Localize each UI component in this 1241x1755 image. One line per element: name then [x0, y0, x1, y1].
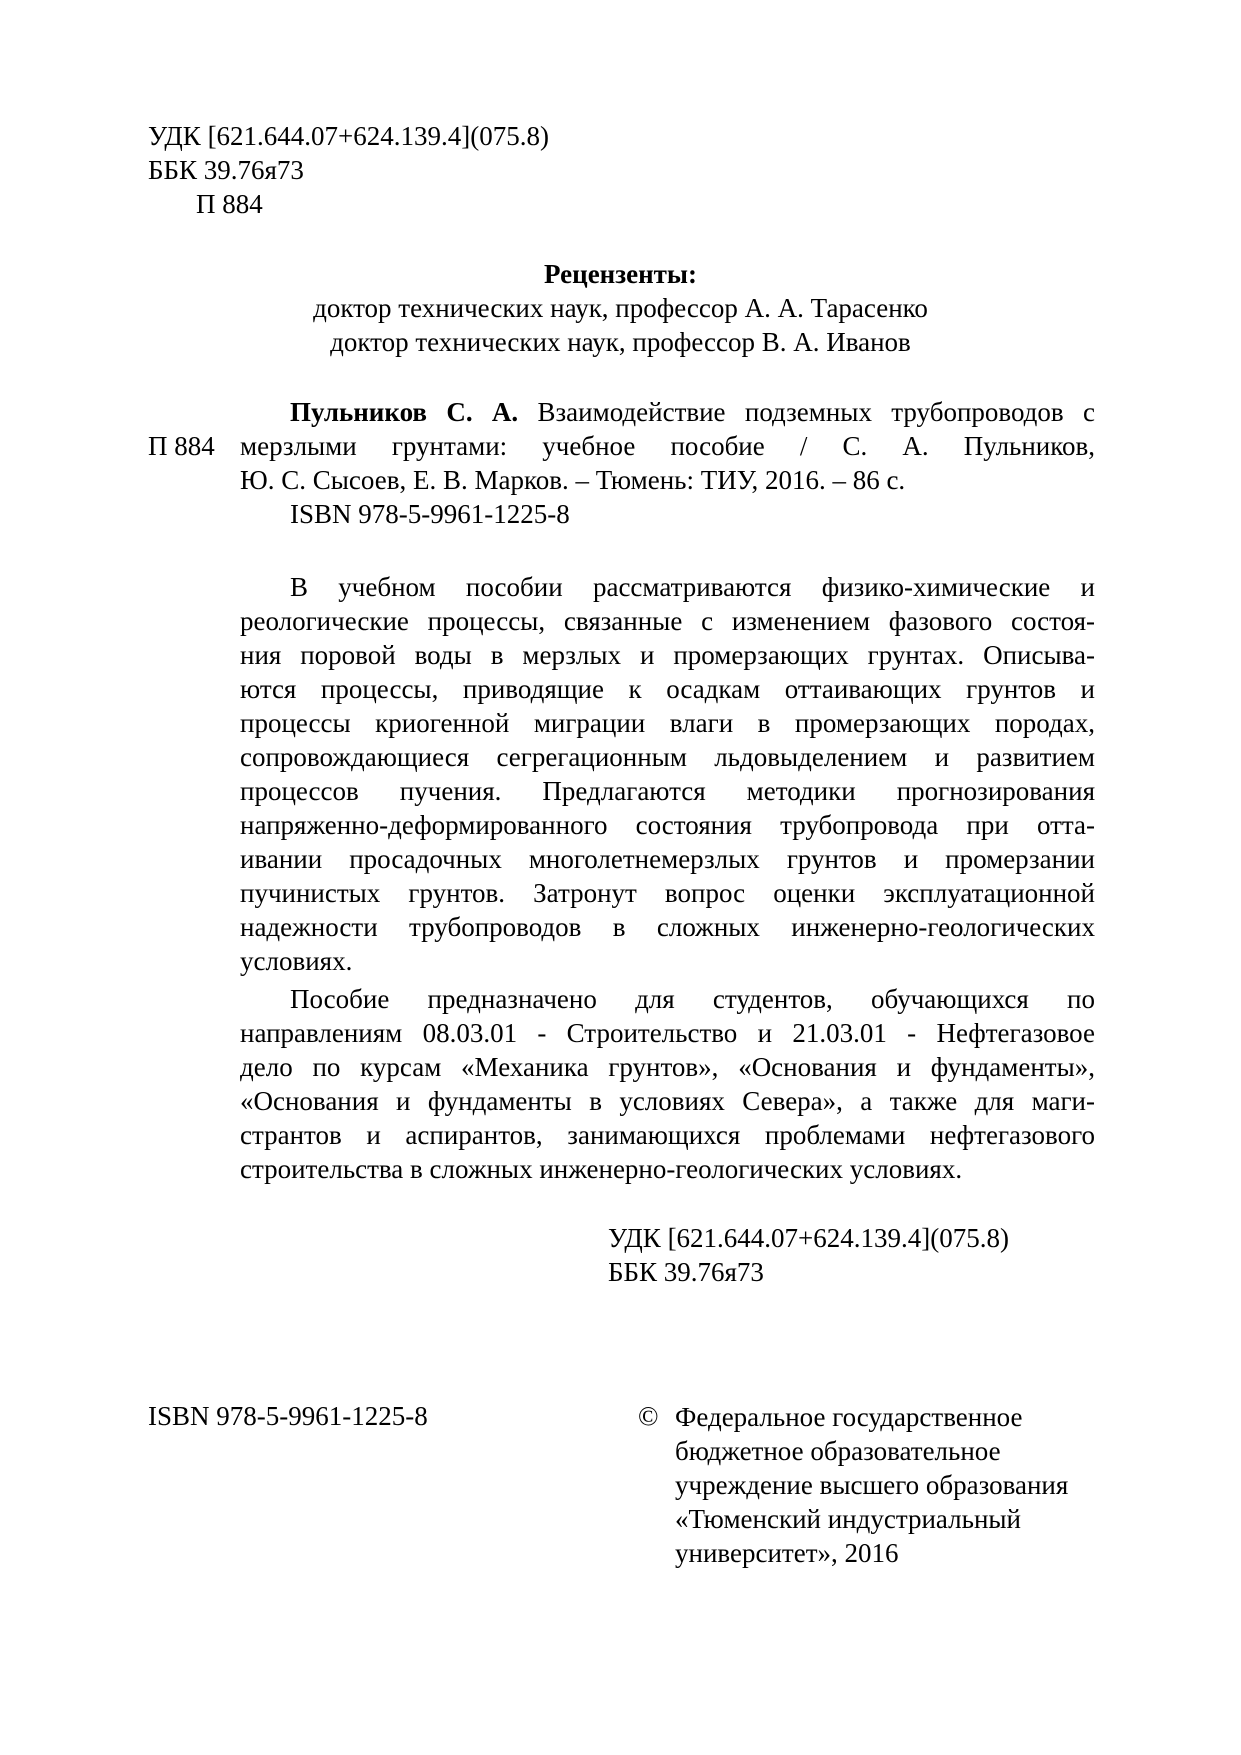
- abstract-line: Пособие предназначено для студентов, обучающихся по: [290, 984, 1095, 1014]
- udk-classification: УДК [621.644.07+624.139.4](075.8): [608, 1223, 1010, 1253]
- isbn: ISBN 978-5-9961-1225-8: [148, 1401, 428, 1431]
- abstract-line: строительства в сложных инженерно-геологических условиях.: [240, 1154, 963, 1184]
- abstract-line: надежности трубопроводов в сложных инженерно-геологических: [240, 912, 1095, 942]
- abstract-line: «Основания и фундаменты в условиях Севера», а также для маги-: [240, 1086, 1095, 1116]
- citation-line-3: Ю. С. Сысоев, Е. В. Марков. – Тюмень: ТИУ, 2016. – 86 с.: [240, 465, 906, 495]
- abstract-line: процессов пучения. Предлагаются методики прогнозирования: [240, 776, 1095, 806]
- reviewer-2: доктор технических наук, профессор В. А. Иванов: [330, 327, 911, 357]
- abstract-line: процессы криогенной миграции влаги в промерзающих породах,: [240, 708, 1095, 738]
- abstract-line: пучинистых грунтов. Затронут вопрос оценки эксплуатационной: [240, 878, 1095, 908]
- abstract-line: сопровождающиеся сегрегационным льдовыделением и развитием: [240, 742, 1095, 772]
- citation-line-2: мерзлыми грунтами: учебное пособие / С. А. Пульников,: [240, 431, 1095, 461]
- citation-author-mark: П 884: [148, 431, 215, 461]
- abstract-line: реологические процессы, связанные с изменением фазового состоя-: [240, 606, 1095, 636]
- abstract-line: условиях.: [240, 946, 353, 976]
- author-mark: П 884: [196, 189, 263, 219]
- copyright-line: университет», 2016: [675, 1538, 899, 1568]
- reviewer-1: доктор технических наук, профессор А. А. Тарасенко: [313, 293, 928, 323]
- citation-line-1: [290, 396, 1095, 428]
- copyright-icon: ©: [638, 1401, 659, 1431]
- citation-isbn: ISBN 978-5-9961-1225-8: [290, 499, 570, 529]
- copyright-line: бюджетное образовательное: [675, 1436, 1001, 1466]
- abstract-line: ния поровой воды в мерзлых и промерзающих грунтах. Описыва-: [240, 640, 1095, 670]
- abstract-line: напряженно-деформированного состояния трубопровода при отта-: [240, 810, 1095, 840]
- udk-code: УДК [621.644.07+624.139.4](075.8): [148, 121, 550, 151]
- citation-title-start: Взаимодействие подземных трубопроводов с: [518, 397, 1095, 427]
- abstract-line: В учебном пособии рассматриваются физико-химические и: [290, 572, 1095, 602]
- abstract-line: ивании просадочных многолетнемерзлых грунтов и промерзании: [240, 844, 1095, 874]
- copyright-line: учреждение высшего образования: [675, 1470, 1069, 1500]
- copyright-line: Федеральное государственное: [675, 1402, 1023, 1432]
- bbk-classification: ББК 39.76я73: [608, 1257, 764, 1287]
- abstract-line: дело по курсам «Механика грунтов», «Основания и фундаменты»,: [240, 1052, 1095, 1082]
- bbk-code: ББК 39.76я73: [148, 155, 304, 185]
- copyright-line: «Тюменский индустриальный: [675, 1504, 1021, 1534]
- abstract-line: ются процессы, приводящие к осадкам оттаивающих грунтов и: [240, 674, 1095, 704]
- abstract-line: странтов и аспирантов, занимающихся проблемами нефтегазового: [240, 1120, 1095, 1150]
- citation-author: Пульников С. А.: [290, 397, 519, 427]
- abstract-line: направлениям 08.03.01 - Строительство и 21.03.01 - Нефтегазовое: [240, 1018, 1095, 1048]
- reviewers-heading: Рецензенты:: [544, 259, 697, 289]
